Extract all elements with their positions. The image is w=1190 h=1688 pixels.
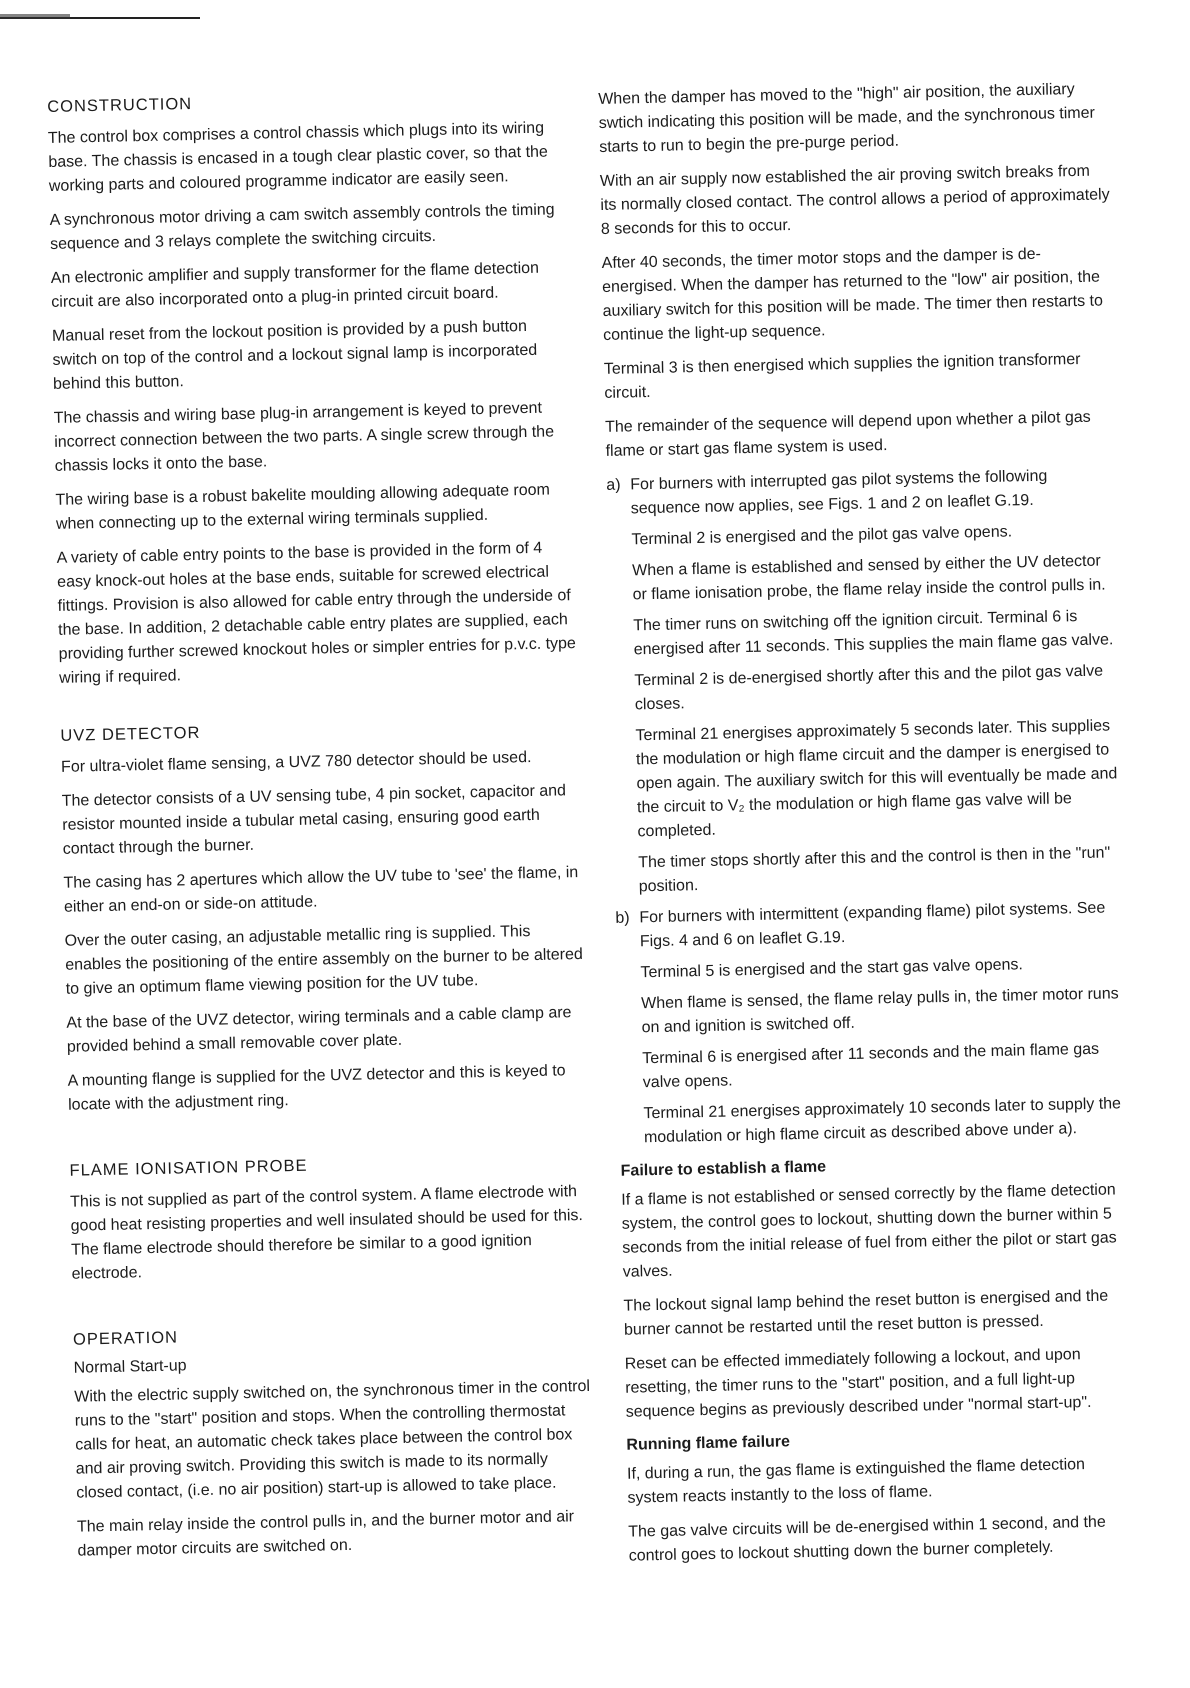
paragraph: The lockout signal lamp behind the reset button is energised and the burner cannot be restarted until the reset button is pressed. <box>623 1287 1109 1339</box>
paragraph: With the electric supply switched on, the synchronous timer in the control runs to the "start" position and stops. When the controlling thermostat calls for heat, an automatic check takes place between the control box and air proving switch. Providing this switch is made to its normally closed contact, (i.e. no air position) start-up is allowed to take place. <box>74 1377 591 1502</box>
failure-section <box>621 1152 1136 1425</box>
paragraph: When flame is sensed, the flame relay pulls in, the timer motor runs on and ignition is switched off. <box>641 985 1119 1037</box>
left-column <box>45 0 598 1574</box>
paragraph: The timer stops shortly after this and the control is then in the "run" position. <box>638 844 1111 896</box>
paragraph: Terminal 21 energises approximately 10 seconds later to supply the modulation or high flame circuit as described above under a). <box>643 1095 1122 1147</box>
paragraph: A variety of cable entry points to the base is provided in the form of 4 easy knock-out holes at the base ends, suitable for screwed electrical fittings. Provision is also allowed for cable entry through the underside of the base. In addition, 2 detachable cable entry plates are supplied, each providing further screwed knockout holes or simpler entries for p.v.c. type wiring if required. <box>56 539 577 687</box>
paragraph: For ultra-violet flame sensing, a UVZ 780 detector should be used. <box>60 748 532 776</box>
operation-section <box>73 1320 598 1564</box>
paragraph: For burners with intermittent (expanding flame) pilot systems. See Figs. 4 and 6 on leaflet G.19. <box>639 899 1106 951</box>
paragraph: An electronic amplifier and supply transformer for the flame detection circuit are also incorporated onto a plug-in printed circuit board. <box>50 259 540 311</box>
construction-heading: CONSTRUCTION <box>47 94 193 116</box>
paragraph: The remainder of the sequence will depend upon whether a pilot gas flame or start gas flame system is used. <box>604 408 1091 460</box>
failure-heading: Failure to establish a flame <box>620 1158 827 1180</box>
paragraph: With an air supply now established the air proving switch breaks from its normally closed contact. The control allows a period of approximately 8 seconds for this to occur. <box>599 162 1110 238</box>
paragraph: When a flame is established and sensed by either the UV detector or flame ionisation probe, the flame relay inside the control pulls in. <box>631 552 1106 604</box>
paragraph: At the base of the UVZ detector, wiring terminals and a cable clamp are provided behind a small removable cover plate. <box>66 1004 572 1056</box>
paragraph: Terminal 2 is energised and the pilot gas valve opens. <box>631 523 1013 549</box>
sequence-item-a <box>606 463 1125 900</box>
paragraph: A mounting flange is supplied for the UVZ detector and this is keyed to locate with the adjustment ring. <box>67 1062 566 1114</box>
paragraph: Over the outer casing, an adjustable metallic ring is supplied. This enables the positioning of the entire assembly on the burner to be altered to give an optimum flame viewing position for the UV tube. <box>64 923 583 998</box>
paragraph: For burners with interrupted gas pilot systems the following sequence now applies, see Figs. 1 and 2 on leaflet G.19. <box>630 467 1048 518</box>
uvz-detector-heading: UVZ DETECTOR <box>60 723 201 745</box>
paragraph: The timer runs on switching off the ignition circuit. Terminal 6 is energised after 11 seconds. This supplies the main flame gas valve. <box>633 608 1114 659</box>
paragraph: When the damper has moved to the "high" air position, the auxiliary swtich indicating this position will be made, and the synchronous timer starts to run to begin the pre-purge period. <box>598 81 1096 156</box>
paragraph: The wiring base is a robust bakelite moulding allowing adequate room when connecting up to the external wiring terminals supplied. <box>55 481 551 533</box>
item-b-marker: b) <box>615 909 630 927</box>
paragraph: This is not supplied as part of the control system. A flame electrode with good heat resisting properties and well insulated should be used for this. The flame electrode should therefore be similar to a good ignition electrode. <box>70 1183 584 1283</box>
running-failure-section <box>626 1426 1139 1569</box>
paragraph: The main relay inside the control pulls in, and the burner motor and air damper motor circuits are switched on. <box>76 1508 575 1560</box>
paragraph: After 40 seconds, the timer motor stops and the damper is de-energised. When the damper has returned to the "low" air position, the auxiliary switch for this position will be made. The timer then restarts to continue the light-up sequence. <box>601 245 1104 344</box>
operation-heading: OPERATION <box>72 1328 179 1349</box>
paragraph: Terminal 6 is energised after 11 seconds and the main flame gas valve opens. <box>642 1040 1100 1092</box>
uvz-detector-section <box>60 716 588 1118</box>
paragraph: The gas valve circuits will be de-energised within 1 second, and the control goes to lockout shutting down the burner completely. <box>628 1513 1106 1565</box>
paragraph: Terminal 5 is energised and the start gas valve opens. <box>640 956 1024 982</box>
running-failure-heading: Running flame failure <box>626 1433 791 1454</box>
paragraph: Terminal 3 is then energised which supplies the ignition transformer circuit. <box>603 350 1081 402</box>
normal-startup-subheading: Normal Start-up <box>73 1357 187 1377</box>
paragraph: Reset can be effected immediately following a lockout, and upon resetting, the timer runs to the "start" position, and a full light-up sequence begins as previously described under "normal start-up". <box>624 1346 1092 1421</box>
paragraph: Terminal 2 is de-energised shortly after this and the pilot gas valve closes. <box>634 662 1104 714</box>
right-column <box>598 77 1139 1578</box>
flame-ionisation-heading: FLAME IONISATION PROBE <box>69 1156 308 1180</box>
construction-section <box>47 87 579 691</box>
item-a-marker: a) <box>606 476 621 494</box>
paragraph: If a flame is not established or sensed correctly by the flame detection system, the control goes to lockout, shutting down the burner within 5 seconds from the initial release of fuel from either the pilot or start gas valves. <box>621 1181 1117 1281</box>
paragraph: The detector consists of a UV sensing tube, 4 pin socket, capacitor and resistor mounted inside a tubular metal casing, ensuring good earth contact through the burner. <box>61 782 567 858</box>
paragraph: The control box comprises a control chassis which plugs into its wiring base. The chassis is encased in a tough clear plastic cover, so that the working parts and coloured programme indicator are easily seen. <box>47 119 549 195</box>
paragraph: Manual reset from the lockout position is provided by a push button switch on top of the control and a lockout signal lamp is incorporated behind this button. <box>51 317 538 393</box>
sequence-item-b <box>615 896 1130 1151</box>
paragraph: Terminal 21 energises approximately 5 seconds later. This supplies the modulation or high flame circuit and the damper is energised to open again. The auxiliary switch for this will eventually be made and the circuit to V₂ the modulation or high flame gas valve will be completed. <box>635 717 1118 841</box>
paragraph: The casing has 2 apertures which allow the UV tube to 'see' the flame, in either an end-on or side-on attitude. <box>63 864 579 916</box>
flame-ionisation-section <box>69 1151 592 1287</box>
paragraph: A synchronous motor driving a cam switch assembly controls the timing sequence and 3 relays complete the switching circuits. <box>49 201 555 253</box>
paragraph: If, during a run, the gas flame is extinguished the flame detection system reacts instantly to the loss of flame. <box>626 1456 1086 1507</box>
paragraph: The chassis and wiring base plug-in arrangement is keyed to prevent incorrect connection between the two parts. A single screw through the chassis locks it onto the base. <box>53 399 555 475</box>
